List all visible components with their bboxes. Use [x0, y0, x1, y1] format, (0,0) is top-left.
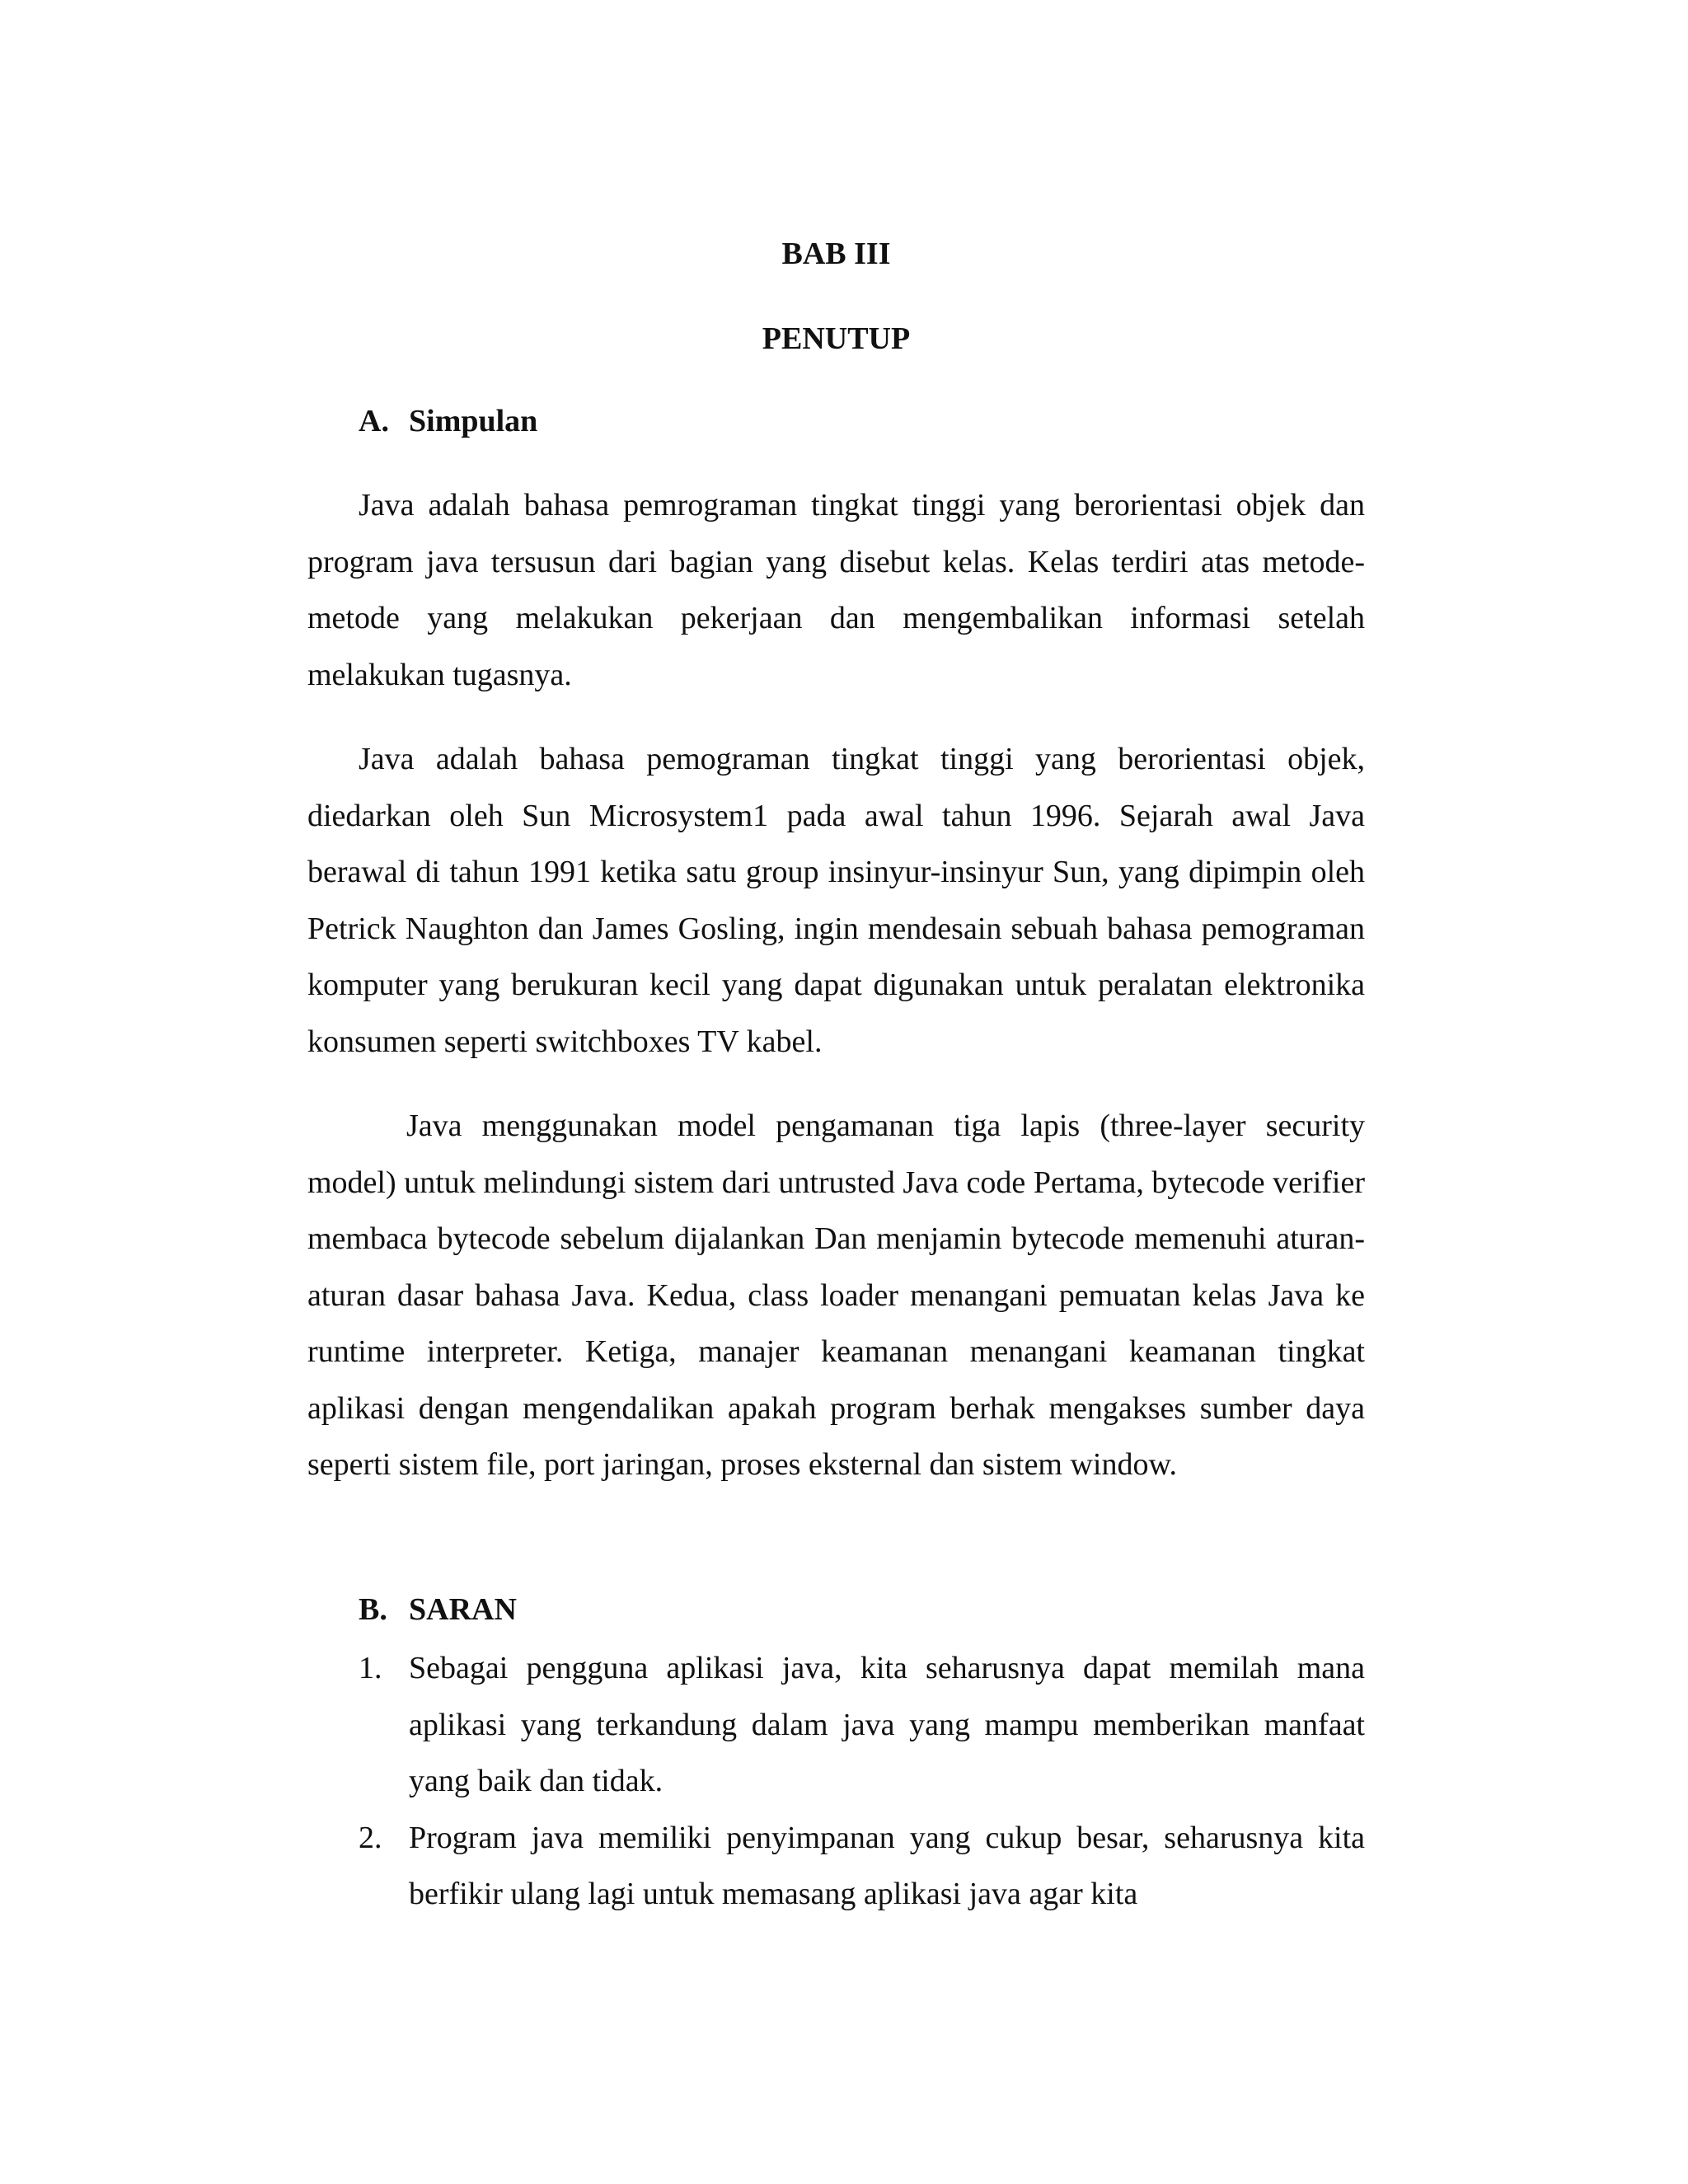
section-a-title: Simpulan: [409, 404, 538, 438]
section-b-letter: B.: [359, 1592, 387, 1627]
simpulan-paragraph-1: Java adalah bahasa pemrograman tingkat tinggi yang berorientasi objek dan program java tersusun dari bagian yang disebut kelas. Kelas terdiri atas metode-metode yang melakukan pekerjaan dan mengembalikan informasi setelah melakukan tugasnya.: [307, 488, 1365, 692]
chapter-heading: BAB III: [781, 237, 891, 271]
section-b-title: SARAN: [409, 1592, 517, 1627]
section-a-heading: [359, 402, 537, 440]
saran-list: [359, 1640, 1365, 1923]
saran-item-number: 1.: [359, 1651, 382, 1685]
saran-item-number: 2.: [359, 1820, 382, 1855]
saran-item: [359, 1810, 1365, 1923]
section-b-heading: [359, 1591, 517, 1629]
simpulan-paragraph-3: Java menggunakan model pengamanan tiga lapis (three-layer security model) untuk melindungi sistem dari untrusted Java code Pertama, bytecode verifier membaca bytecode sebelum dijalankan Dan menjamin bytecode memenuhi aturan-aturan dasar bahasa Java. Kedua, class loader menangani pemuatan kelas Java ke runtime interpreter. Ketiga, manajer keamanan menangani keamanan tingkat aplikasi dengan mengendalikan apakah program berhak mengakses sumber daya seperti sistem file, port jaringan, proses eksternal dan sistem window.: [307, 1108, 1365, 1482]
simpulan-paragraph-2: Java adalah bahasa pemograman tingkat tinggi yang berorientasi objek, diedarkan oleh Sun Microsystem1 pada awal tahun 1996. Sejarah awal Java berawal di tahun 1991 ketika satu group insinyur-insinyur Sun, yang dipimpin oleh Petrick Naughton dan James Gosling, ingin mendesain sebuah bahasa pemograman komputer yang berukuran kecil yang dapat digunakan untuk peralatan elektronika konsumen seperti switchboxes TV kabel.: [307, 742, 1365, 1059]
saran-item: [359, 1640, 1365, 1810]
section-a-letter: A.: [359, 404, 389, 438]
saran-item-text: Program java memiliki penyimpanan yang cukup besar, seharusnya kita berfikir ulang lagi untuk memasang aplikasi java agar kita: [409, 1820, 1365, 1911]
saran-item-text: Sebagai pengguna aplikasi java, kita seharusnya dapat memilah mana aplikasi yang terkandung dalam java yang mampu memberikan manfaat yang baik dan tidak.: [409, 1651, 1365, 1798]
chapter-title: PENUTUP: [762, 321, 911, 356]
